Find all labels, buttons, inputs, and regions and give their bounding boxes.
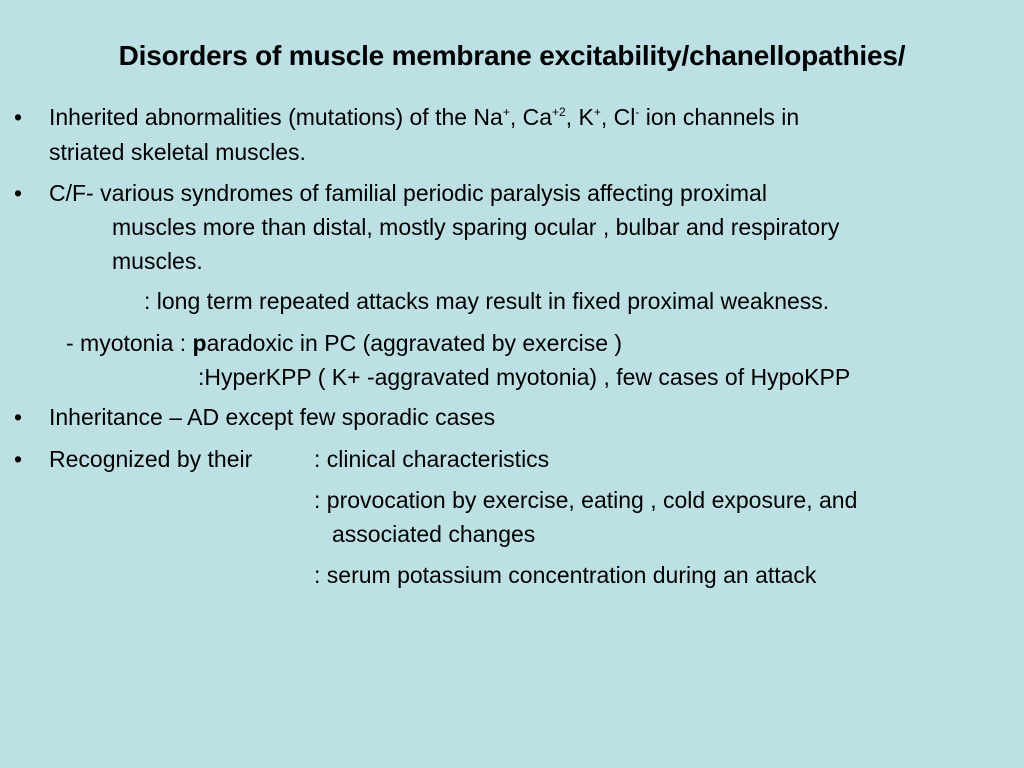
myotonia-bold-letter: p — [192, 330, 207, 356]
bullet-4-item-2-cont: associated changes — [332, 521, 536, 547]
bullet-3-line-1: Inheritance – AD except few sporadic cases — [49, 404, 496, 430]
cl-text: , Cl — [600, 104, 636, 130]
bullet-marker: • — [14, 104, 23, 130]
bullet-4-item-3: : serum potassium concentration during an attack — [314, 562, 817, 588]
bullet-2-line-3: muscles. — [112, 248, 203, 274]
bullet-4-prefix: Recognized by their — [49, 446, 253, 472]
bullet-marker: • — [14, 404, 23, 430]
hyperkpp-line: :HyperKPP ( K+ -aggravated myotonia) , few cases of HypoKPP — [198, 364, 851, 390]
k-text: , K — [565, 104, 594, 130]
bullet-2-line-1: C/F- various syndromes of familial periodic paralysis affecting proximal — [49, 180, 767, 206]
ca-charge: +2 — [552, 105, 566, 119]
bullet-2-line-2: muscles more than distal, mostly sparing ocular , bulbar and respiratory — [112, 214, 840, 240]
cl-charge: - — [635, 105, 640, 119]
bullet-marker: • — [14, 180, 23, 206]
myotonia-line — [66, 326, 622, 360]
ca-text: , Ca — [509, 104, 553, 130]
myotonia-prefix: - myotonia : — [66, 330, 193, 356]
bullet-4-item-1: : clinical characteristics — [314, 446, 550, 472]
page-title: Disorders of muscle membrane excitability/chanellopathies/ — [118, 40, 906, 71]
bullet-1-text-suffix: ion channels in — [639, 104, 800, 130]
bullet-4-item-2: : provocation by exercise, eating , cold exposure, and — [314, 487, 858, 513]
myotonia-suffix: aradoxic in PC (aggravated by exercise ) — [206, 330, 623, 356]
bullet-1-text-prefix: Inherited abnormalities (mutations) of the Na — [49, 104, 503, 130]
bullet-1-line-2: striated skeletal muscles. — [49, 139, 306, 165]
bullet-marker: • — [14, 446, 23, 472]
bullet-1-line-1 — [49, 100, 799, 134]
na-charge: + — [502, 105, 510, 119]
bullet-2-line-4: : long term repeated attacks may result in fixed proximal weakness. — [144, 288, 830, 314]
k-charge: + — [593, 105, 601, 119]
